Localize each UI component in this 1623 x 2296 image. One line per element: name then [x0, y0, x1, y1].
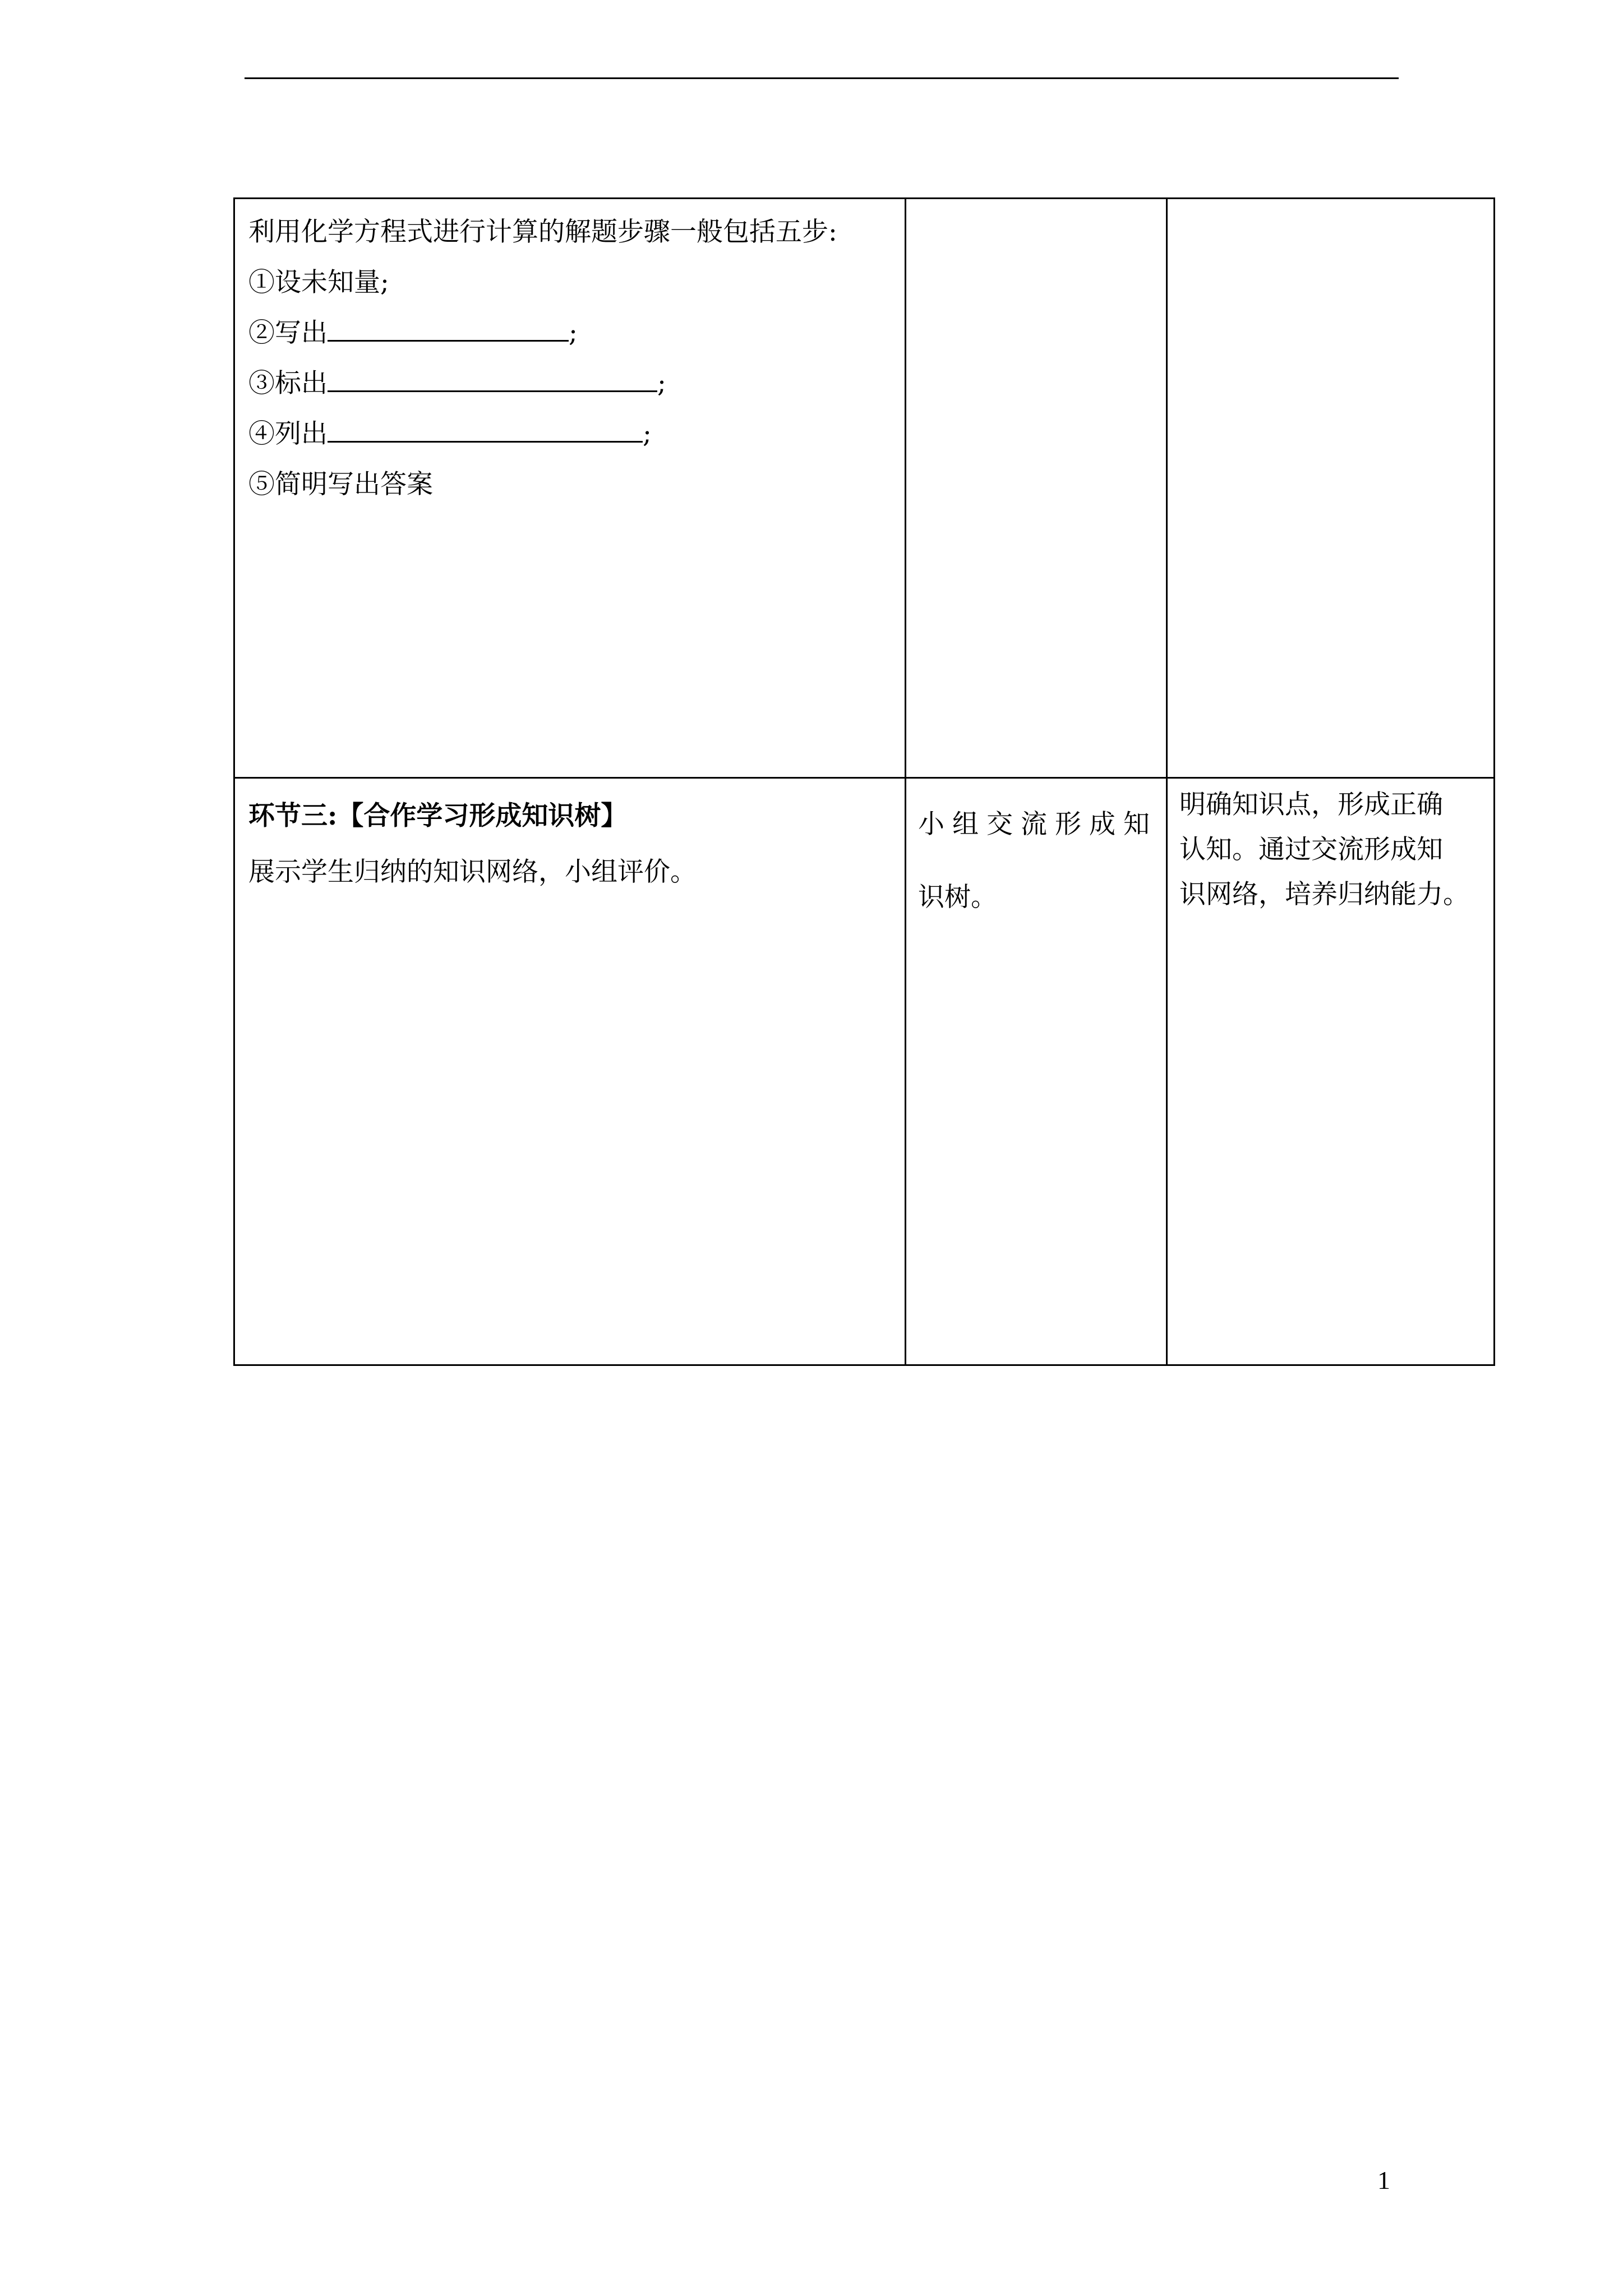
step-2-suffix: ; [569, 318, 578, 348]
student-activity-cell [918, 788, 1165, 934]
design-intent-line-2: 认知。通过交流形成知 [1179, 834, 1443, 865]
design-intent-cell [1179, 783, 1493, 917]
step-2 [248, 308, 905, 358]
step-3 [248, 358, 905, 409]
step-2-blank [328, 311, 569, 342]
header-rule [245, 77, 1399, 79]
step-4-suffix: ; [643, 418, 652, 449]
student-activity-line-1: 小组交流形成知 [918, 809, 1158, 840]
step-3-suffix: ; [657, 368, 666, 399]
row-divider [235, 777, 1493, 779]
page-number: 1 [1377, 2166, 1390, 2194]
column-divider [905, 199, 906, 1364]
calculation-steps-cell [248, 207, 905, 510]
column-divider [1166, 199, 1168, 1364]
step-4-label: ④列出 [248, 418, 328, 449]
step-1: ①设未知量; [248, 267, 389, 298]
section-three-cell [248, 788, 905, 900]
step-4-blank [328, 412, 643, 443]
step-3-label: ③标出 [248, 368, 328, 399]
step-2-label: ②写出 [248, 318, 328, 348]
steps-intro: 利用化学方程式进行计算的解题步骤一般包括五步: [248, 217, 837, 247]
lesson-table [233, 197, 1495, 1366]
design-intent-line-1: 明确知识点，形成正确 [1179, 789, 1443, 820]
step-5: ⑤简明写出答案 [248, 469, 433, 500]
step-3-blank [328, 361, 657, 392]
design-intent-line-3: 识网络，培养归纳能力。 [1179, 879, 1469, 910]
student-activity-line-2: 识树。 [918, 882, 997, 913]
section-three-content: 展示学生归纳的知识网络，小组评价。 [248, 857, 697, 887]
step-4 [248, 409, 905, 459]
section-three-heading: 环节三:【合作学习形成知识树】 [248, 800, 628, 831]
